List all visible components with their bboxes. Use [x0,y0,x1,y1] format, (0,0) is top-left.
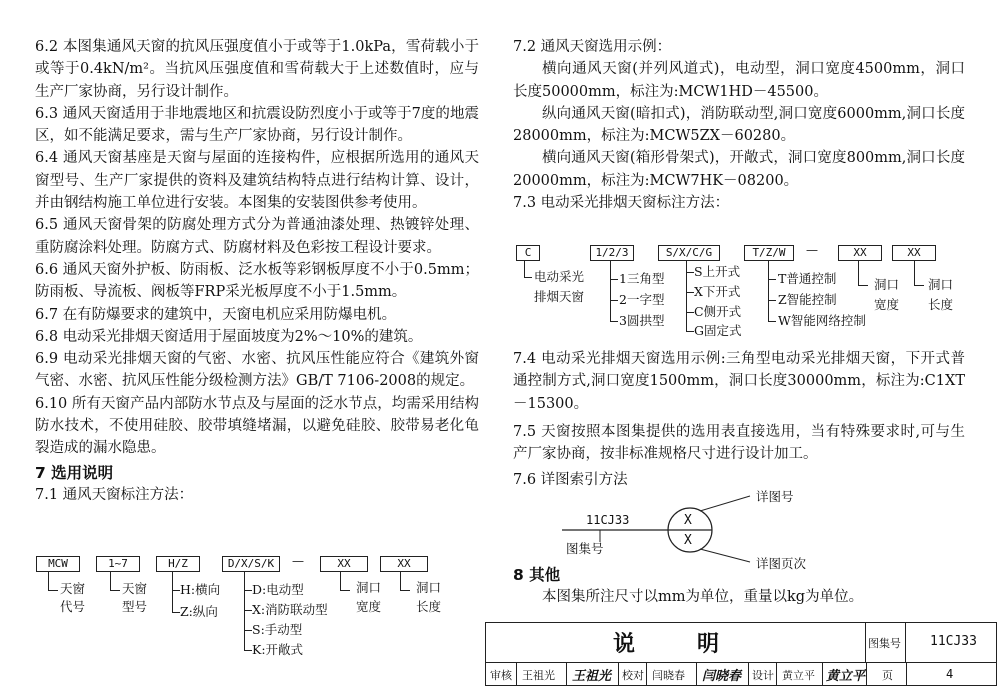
label-opening-width-c: 洞口 [874,277,900,292]
clause-6-3: 6.3 通风天窗适用于非地震地区和抗震设防烈度小于或等于7度的地震区，如不能满足要求，需与生产厂家协商，另行设计制作。 [35,105,479,145]
label-fire-linked: X:消防联动型 [252,602,328,617]
label-window-model: 天窗 [122,581,148,596]
label-normal-control: T普通控制 [778,271,837,286]
section-7-heading: 7 选用说明 [35,463,114,482]
clause-6-4: 6.4 通风天窗基座是天窗与屋面的连接构件，应根据所选用的通风天窗型号、生产厂家提供的资料及建筑结构特点进行结构计算、设计，并由钢结构施工单位进行安装。本图集的安装图供参考使用。 [35,150,479,212]
clause-6-5: 6.5 通风天窗骨架的防腐处理方式分为普通油漆处理、热镀锌处理、重防腐涂料处理。防腐方式、防腐材料及色彩按工程设计要求。 [35,217,479,256]
label-top-open: S上开式 [694,264,741,279]
clause-6-2: 6.2 本图集通风天窗的抗风压强度值小于或等于1.0kPa，雪荷载小于或等于0.4kN/m²。当抗风压强度值和雪荷载大于上述数值时，应与生产厂家协商，另行设计制作。 [35,39,479,100]
section-8-text: 本图集所注尺寸以mm为单位，重量以kg为单位。 [542,589,864,606]
designer-name: 黄立平 [782,669,815,682]
left-column [35,36,479,506]
designer-signature: 黄立平 [826,669,866,684]
code-dash: — [292,554,304,568]
label-opening-length-c-2: 长度 [928,297,954,312]
right-column-top [513,36,965,214]
label-electric-skylight-2: 排烟天窗 [534,289,585,304]
index-atlas-number: 图集号 [566,541,604,556]
checker-name: 闫晓春 [652,669,685,682]
label-fixed: G固定式 [694,323,742,338]
label-side-open: C侧开式 [694,304,742,319]
index-page-number: 详图页次 [756,556,807,571]
check-label: 校对 [622,669,644,682]
code-box-direction: H/Z [156,556,200,572]
clause-6-8: 6.8 电动采光排烟天窗适用于屋面坡度为2%～10%的建筑。 [35,328,423,345]
clause-7-5: 7.5 天窗按照本图集提供的选用表直接选用，当有特殊要求时,可与生产厂家协商，按非标准规格尺寸进行设计加工。 [513,423,965,463]
label-window-model-2: 型号 [122,599,148,614]
index-atlas-code: 11CJ33 [586,513,630,527]
page-value: 4 [946,667,954,681]
page-label: 页 [882,669,893,682]
example-1: 横向通风天窗(并列风道式)，电动型，洞口宽度4500mm，洞口长度50000mm，标注为:MCW1HD－45500。 [513,61,965,100]
checker-signature: 闫晓春 [702,669,742,684]
atlas-value: 11CJ33 [930,634,977,649]
reviewer-name: 王祖光 [522,669,555,682]
label-open: K:开敞式 [252,642,304,657]
label-opening-length: 洞口 [416,580,442,595]
label-opening-length-c: 洞口 [928,277,954,292]
drawing-title: 说 明 [612,632,739,657]
clause-7-3: 7.3 电动采光排烟天窗标注方法： [513,195,730,212]
label-horizontal: H:横向 [180,582,221,597]
clause-6-7: 6.7 在有防爆要求的建筑中，天窗电机应采用防爆电机。 [35,306,397,323]
label-bottom-open: X下开式 [694,284,741,299]
example-2: 纵向通风天窗(暗扣式)，消防联动型,洞口宽度6000mm,洞口长度28000mm，标注为:MCW5ZX－60280。 [513,105,965,145]
label-vertical: Z:纵向 [180,604,218,619]
label-linear: 2一字型 [619,292,665,307]
label-opening-width-2: 宽度 [356,599,382,614]
review-label: 审核 [490,669,512,682]
index-detail-x: X [684,513,692,528]
code-box-width-2: XX [838,245,882,261]
code-box-shape: 1/2/3 [590,245,634,261]
design-label: 设计 [752,669,774,682]
label-manual: S:手动型 [252,622,303,637]
clause-6-10: 6.10 所有天窗产品内部防水节点及与屋面的泛水节点，均需采用结构防水技术，不使用硅胶、胶带填缝堵漏，以避免硅胶、胶带易老化龟裂造成的漏水隐患。 [35,395,479,457]
label-window-code: 天窗 [60,581,86,596]
clause-6-9: 6.9 电动采光排烟天窗的气密、水密、抗风压性能应符合《建筑外窗气密、水密、抗风压性能分级检测方法》GB/T 7106-2008的规定。 [35,351,479,390]
code-dash-2: — [806,243,818,257]
section-8-heading: 8 其他 [513,566,561,584]
label-opening-width-c-2: 宽度 [874,297,900,312]
label-electric: D:电动型 [252,582,304,597]
code-box-type: 1~7 [96,556,140,572]
label-opening-width: 洞口 [356,580,382,595]
label-opening-length-2: 长度 [416,599,442,614]
label-arch: 3圆拱型 [619,313,665,328]
index-page-x: X [684,533,692,548]
title-block [485,622,997,686]
right-column-bottom [513,348,965,492]
example-3: 横向通风天窗(箱形骨架式)，开敞式，洞口宽度800mm,洞口长度20000mm，标注为:MCW7HK－08200。 [513,150,965,189]
clause-7-6: 7.6 详图索引方法 [513,472,628,489]
code-box-mode: D/X/S/K [222,556,280,572]
code-box-mcw: MCW [36,556,80,572]
label-window-code-2: 代号 [60,599,86,614]
label-network-control: W智能网络控制 [778,313,866,328]
code-box-opening: S/X/C/G [658,245,720,261]
clause-7-2: 7.2 通风天窗选用示例： [513,39,672,55]
clause-7-1: 7.1 通风天窗标注方法： [35,486,194,503]
atlas-label: 图集号 [868,637,901,650]
label-smart-control: Z智能控制 [778,292,837,307]
label-triangle: 1三角型 [619,271,665,286]
code-box-length-2: XX [892,245,936,261]
clause-7-4: 7.4 电动采光排烟天窗选用示例:三角型电动采光排烟天窗，下开式普通控制方式,洞口宽度1500mm，洞口长度30000mm，标注为:C1XT－15300。 [513,351,965,412]
code-box-c: C [516,245,540,261]
section-8 [513,562,965,609]
code-box-control: T/Z/W [744,245,794,261]
code-box-length: XX [380,556,428,572]
clause-6-6: 6.6 通风天窗外护板、防雨板、泛水板等彩钢板厚度不小于0.5mm；防雨板、导流板、阀板等FRP采光板厚度不小于1.5mm。 [35,261,479,301]
code-box-width: XX [320,556,368,572]
index-detail-number: 详图号 [756,489,794,504]
reviewer-signature: 王祖光 [572,669,612,684]
label-electric-skylight: 电动采光 [534,269,585,284]
